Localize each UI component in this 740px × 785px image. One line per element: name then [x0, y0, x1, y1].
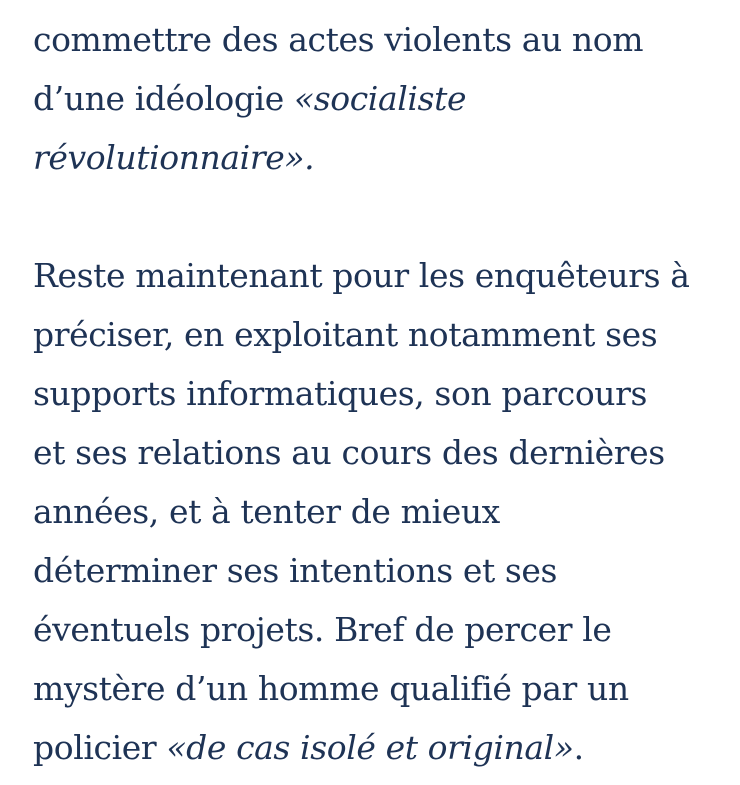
text-line: années, et à tenter de mieux — [33, 492, 500, 531]
text-line: mystère d’un homme qualifié par un — [33, 669, 629, 708]
text-line: éventuels projets. Bref de percer le — [33, 610, 612, 649]
italic-quote: révolutionnaire». — [33, 138, 315, 177]
paragraph-1 — [33, 10, 733, 187]
article-body — [33, 10, 733, 777]
text-segment: . — [573, 728, 584, 767]
text-line: Reste maintenant pour les enquêteurs à — [33, 256, 690, 295]
text-line — [33, 718, 733, 777]
paragraph-spacer — [33, 187, 733, 246]
italic-quote: «socialiste — [293, 79, 467, 118]
text-line: et ses relations au cours des dernières — [33, 433, 665, 472]
italic-quote: «de cas isolé et original» — [166, 728, 574, 767]
paragraph-2 — [33, 246, 733, 777]
text-line — [33, 69, 733, 128]
text-line: déterminer ses intentions et ses — [33, 551, 558, 590]
text-line: commettre des actes violents au nom — [33, 20, 644, 59]
text-line: supports informatiques, son parcours — [33, 374, 648, 413]
text-segment: policier — [33, 728, 167, 767]
text-line — [33, 128, 733, 187]
text-line: préciser, en exploitant notamment ses — [33, 315, 658, 354]
text-segment: d’une idéologie — [33, 79, 294, 118]
